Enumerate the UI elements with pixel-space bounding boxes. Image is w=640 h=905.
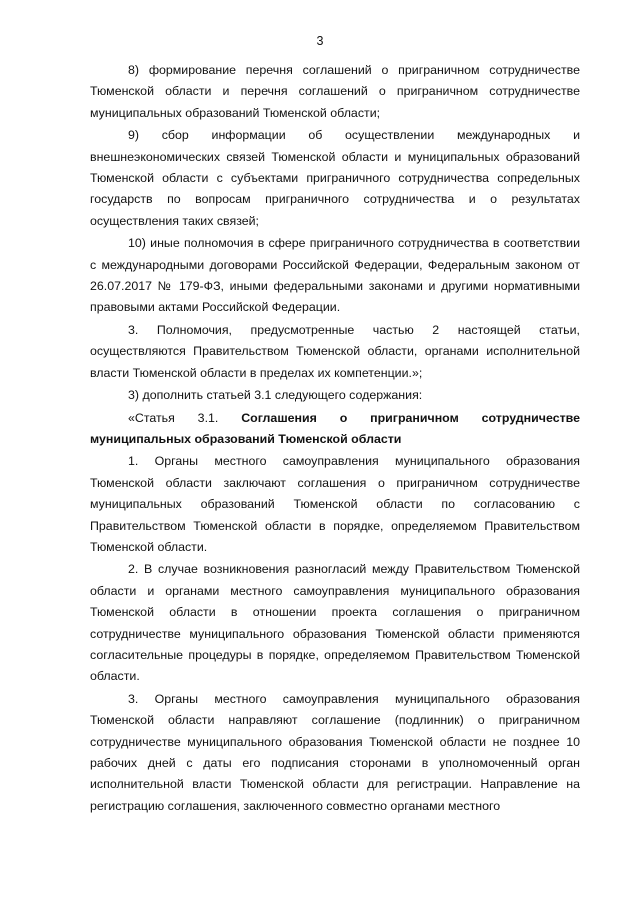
paragraph-amendment-3: 3) дополнить статьей 3.1 следующего содержания:: [128, 388, 423, 403]
document-body: [90, 60, 580, 817]
article-heading: [90, 408, 580, 451]
paragraph-item-10: 10) иные полномочия в сфере приграничного сотрудничества в соответствии с международными договорами Российской Федерации, Федеральным законом от 26.07.2017 № 179-ФЗ, иными федеральными законами и другими нормативными правовыми актами Российской Федерации.: [90, 236, 580, 315]
article-title: Соглашения о приграничном сотрудничестве муниципальных образований Тюменской области: [90, 410, 580, 446]
page-number: 3: [316, 34, 324, 48]
article-paragraph-3: 3. Органы местного самоуправления муниципального образования Тюменской области направляют соглашение (подлинник) о приграничном сотрудничестве муниципального образования Тюменской области не позднее 10 рабочих дней с даты его подписания сторонами в уполномоченный орган исполнительной власти Тюменской области для регистрации. Направление на регистрацию соглашения, заключенного совместно органами местного: [90, 691, 580, 813]
paragraph-part-3: 3. Полномочия, предусмотренные частью 2 настоящей статьи, осуществляются Правительством Тюменской области, органами исполнительной власти Тюменской области в пределах их компетенции.»;: [90, 322, 580, 380]
article-prefix: «Статья 3.1.: [128, 410, 242, 425]
article-paragraph-2: 2. В случае возникновения разногласий между Правительством Тюменской области и органами местного самоуправления муниципального образования Тюменской области в отношении проекта соглашения о приграничном сотрудничестве муниципального образования Тюменской области применяются согласительные процедуры в порядке, определяемом Правительством Тюменской области.: [90, 562, 580, 684]
paragraph-item-9: 9) сбор информации об осуществлении международных и внешнеэкономических связей Тюменской области и муниципальных образований Тюменской области с субъектами приграничного сотрудничества сопредельных государств по вопросам приграничного сотрудничества и о результатах осуществления таких связей;: [90, 128, 580, 228]
article-paragraph-1: 1. Органы местного самоуправления муниципального образования Тюменской области заключают соглашения о приграничном сотрудничестве муниципальных образований Тюменской области по согласованию с Правительством Тюменской области в порядке, определяемом Правительством Тюменской области.: [90, 454, 580, 554]
paragraph-item-8: 8) формирование перечня соглашений о приграничном сотрудничестве Тюменской области и перечня соглашений о приграничном сотрудничестве муниципальных образований Тюменской области;: [90, 63, 580, 120]
